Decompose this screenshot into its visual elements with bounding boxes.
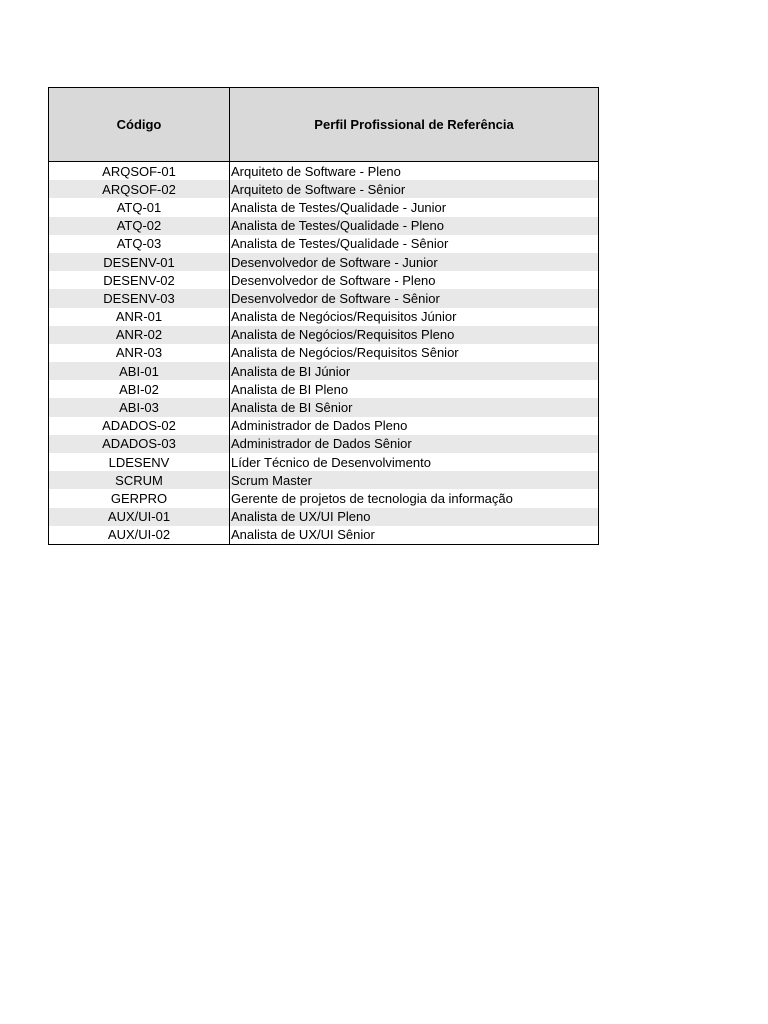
cell-code: GERPRO <box>49 489 230 507</box>
cell-code: ATQ-02 <box>49 217 230 235</box>
cell-code: AUX/UI-02 <box>49 526 230 545</box>
table-row <box>49 417 599 435</box>
cell-code: ANR-02 <box>49 326 230 344</box>
table-row <box>49 289 599 307</box>
table-row <box>49 471 599 489</box>
table-row <box>49 162 599 181</box>
cell-profile: Analista de Testes/Qualidade - Sênior <box>230 235 599 253</box>
cell-profile: Gerente de projetos de tecnologia da informação <box>230 489 599 507</box>
table-row <box>49 235 599 253</box>
cell-profile: Desenvolvedor de Software - Pleno <box>230 271 599 289</box>
cell-profile: Arquiteto de Software - Sênior <box>230 180 599 198</box>
table-row <box>49 398 599 416</box>
cell-profile: Analista de UX/UI Pleno <box>230 508 599 526</box>
cell-profile: Desenvolvedor de Software - Sênior <box>230 289 599 307</box>
table-row <box>49 435 599 453</box>
cell-code: ARQSOF-02 <box>49 180 230 198</box>
profiles-table <box>48 87 599 545</box>
table-row <box>49 326 599 344</box>
cell-profile: Analista de Testes/Qualidade - Junior <box>230 198 599 216</box>
table-row <box>49 362 599 380</box>
cell-profile: Analista de UX/UI Sênior <box>230 526 599 545</box>
cell-profile: Arquiteto de Software - Pleno <box>230 162 599 181</box>
table-header <box>49 88 599 162</box>
table-row <box>49 380 599 398</box>
cell-code: DESENV-03 <box>49 289 230 307</box>
cell-profile: Administrador de Dados Pleno <box>230 417 599 435</box>
cell-code: DESENV-02 <box>49 271 230 289</box>
cell-profile: Analista de Negócios/Requisitos Pleno <box>230 326 599 344</box>
cell-profile: Analista de Testes/Qualidade - Pleno <box>230 217 599 235</box>
cell-profile: Administrador de Dados Sênior <box>230 435 599 453</box>
cell-profile: Analista de Negócios/Requisitos Sênior <box>230 344 599 362</box>
cell-code: ABI-03 <box>49 398 230 416</box>
header-row <box>49 88 599 162</box>
cell-code: ABI-02 <box>49 380 230 398</box>
cell-code: AUX/UI-01 <box>49 508 230 526</box>
cell-code: ANR-03 <box>49 344 230 362</box>
table-body <box>49 162 599 545</box>
cell-profile: Analista de BI Júnior <box>230 362 599 380</box>
cell-code: ANR-01 <box>49 308 230 326</box>
table-row <box>49 508 599 526</box>
table-row <box>49 217 599 235</box>
cell-profile: Desenvolvedor de Software - Junior <box>230 253 599 271</box>
table-row <box>49 253 599 271</box>
table-row <box>49 198 599 216</box>
header-code: Código <box>49 88 230 162</box>
table-row <box>49 271 599 289</box>
table-row <box>49 344 599 362</box>
cell-code: SCRUM <box>49 471 230 489</box>
cell-profile: Analista de Negócios/Requisitos Júnior <box>230 308 599 326</box>
cell-profile: Analista de BI Sênior <box>230 398 599 416</box>
cell-code: DESENV-01 <box>49 253 230 271</box>
cell-profile: Analista de BI Pleno <box>230 380 599 398</box>
cell-code: LDESENV <box>49 453 230 471</box>
table-row <box>49 180 599 198</box>
cell-code: ATQ-03 <box>49 235 230 253</box>
cell-profile: Líder Técnico de Desenvolvimento <box>230 453 599 471</box>
table-row <box>49 308 599 326</box>
cell-code: ABI-01 <box>49 362 230 380</box>
cell-code: ADADOS-03 <box>49 435 230 453</box>
table-row <box>49 526 599 545</box>
table-row <box>49 453 599 471</box>
cell-code: ADADOS-02 <box>49 417 230 435</box>
cell-profile: Scrum Master <box>230 471 599 489</box>
cell-code: ATQ-01 <box>49 198 230 216</box>
table-row <box>49 489 599 507</box>
header-profile: Perfil Profissional de Referência <box>230 88 599 162</box>
cell-code: ARQSOF-01 <box>49 162 230 181</box>
